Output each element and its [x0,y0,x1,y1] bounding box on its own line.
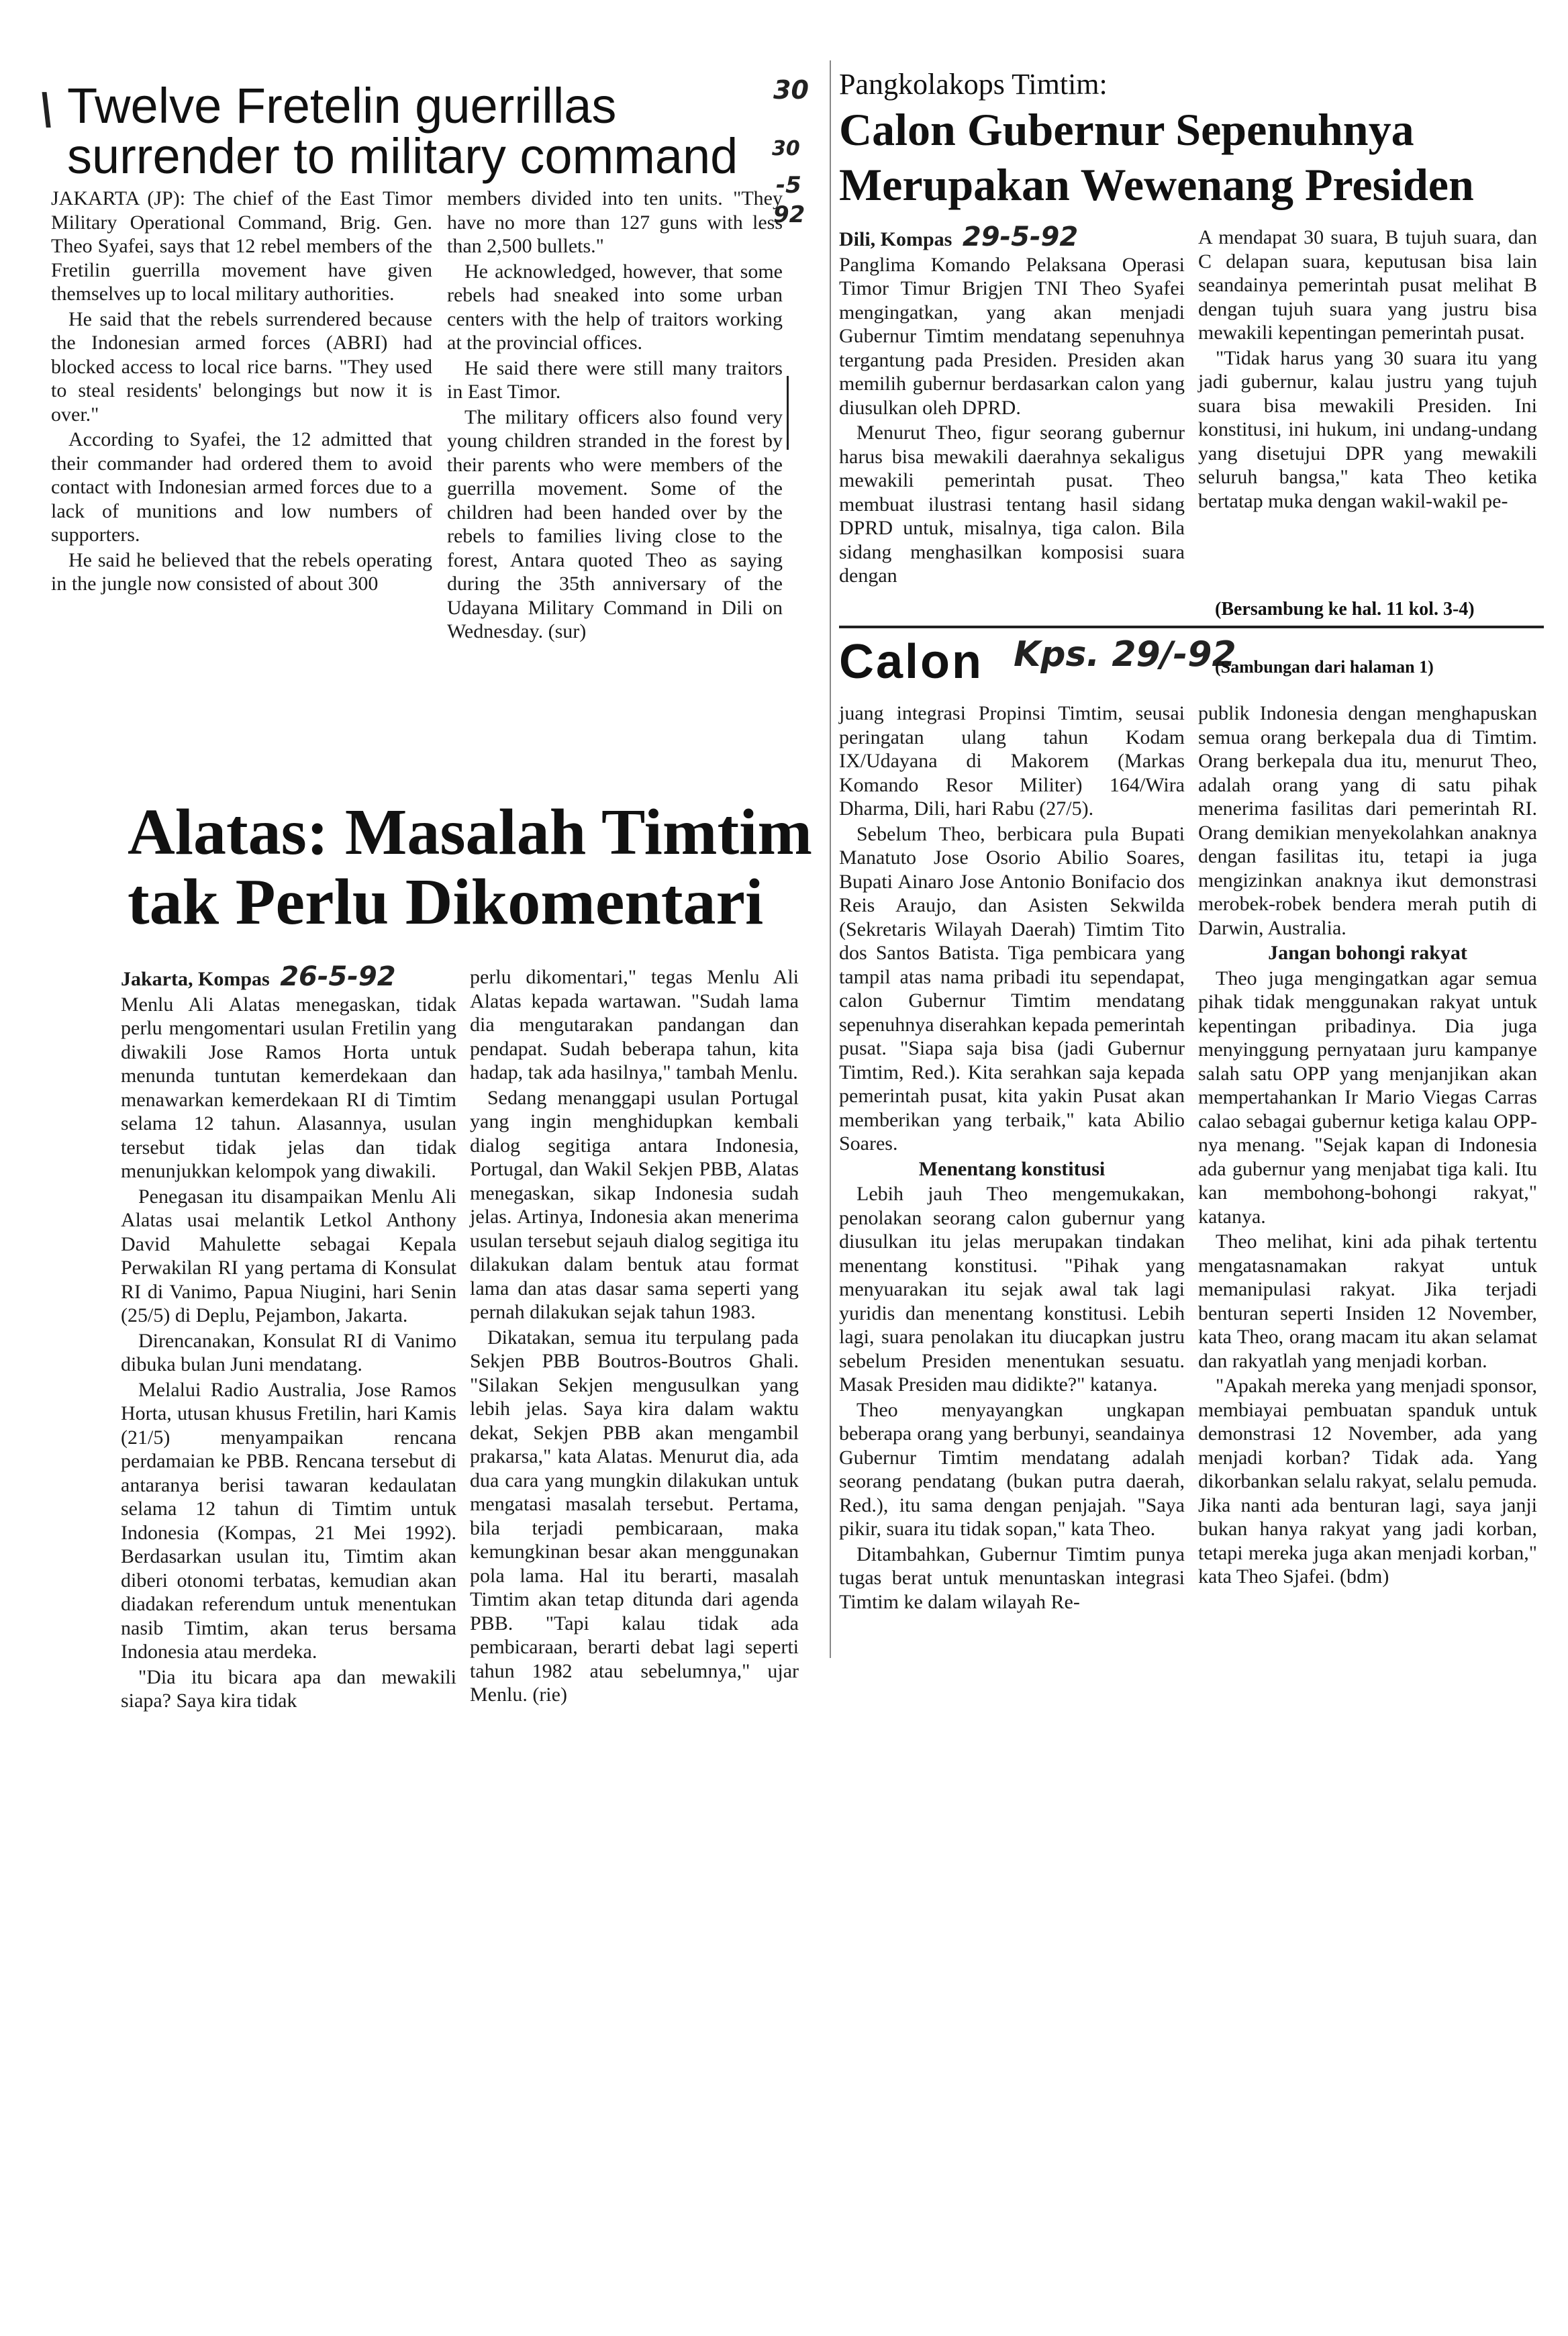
article4-column-1 [839,701,1185,1615]
subhead: Jangan bohongi rakyat [1268,942,1467,964]
paragraph: According to Syafei, the 12 admitted that their commander had ordered them to avoid contact with Indonesian armed forces due to a lack of munitions and low numbers of supporters. [51,428,432,546]
kicker: Pangkolakops Timtim: [839,68,1108,101]
paragraph: He said there were still many traitors in East Timor. [447,356,783,403]
paragraph: "Tidak harus yang 30 suara itu yang jadi gubernur, kalau justru yang tujuh suara bisa mewakili Presiden. Ini konstitusi, ini hukum, ini undang-undang yang disetujui DPR yang mewakili seluruh bangsa," kata Theo ketika bertatap muka dengan wakil-wakil pe- [1198,346,1537,512]
article-twelve-fretelin [27,67,812,792]
paragraph: He said he believed that the rebels operating in the jungle now consisted of about 300 [51,548,432,595]
headline-line-2: tak Perlu Dikomentari [128,866,764,938]
paragraph: "Apakah mereka yang menjadi sponsor, membiayai pembuatan spanduk untuk demonstrasi 12 November, ada yang menjadi korban? Tidak ada. Yang dikorbankan selalu rakyat, selalu pemuda. Jika nanti ada benturan lagi, saya janji bukan hanya rakyat yang jadi korban, tetapi mereka juga akan menjadi korban," kata Theo Sjafei. (bdm) [1198,1375,1537,1588]
headline-line-2: Merupakan Wewenang Presiden [839,159,1474,210]
paragraph: Penegasan itu disampaikan Menlu Ali Alatas usai melantik Letkol Anthony David Mahulette sebagai Kepala Perwakilan RI yang pertama di Konsulat RI di Vanimo, Papua Niugini, hari Senin (25/5) di Deplu, Pejambon, Jakarta. [121,1185,456,1326]
paragraph: Menurut Theo, figur seorang gubernur harus bisa mewakili daerahnya sekaligus mewakili pemerintah pusat. Theo membuat ilustrasi tentang hasil sidang DPRD untuk, misalnya, tiga calon. Bila sidang menghasilkan komposisi suara dengan [839,422,1185,587]
handwritten-date: Kps. 29/-92 [1014,634,1236,675]
paragraph: Theo juga mengingatkan agar semua pihak tidak menggunakan rakyat untuk kepentingan pribadinya. Dia juga menyinggung pernyataan juru kampanye salah satu OPP yang menjanjikan akan mempertahankan Ir Mario Viegas Carras calao sebagai gubernur ketiga kalau OPP-nya menang. "Sejak kapan di Indonesia ada gubernur yang menjabat tiga kali. Itu kan membohong-bohongi rakyat," katanya. [1198,967,1537,1228]
article2-column-1 [121,961,456,1714]
article4-column-2 [1198,701,1537,1590]
article2-column-2 [470,965,799,1708]
headline: Calon [839,635,984,689]
section-rule [839,626,1544,628]
article1-column-2 [447,187,783,645]
paragraph: Sedang menanggapi usulan Portugal yang ingin menghidupkan kembali dialog segitiga antara Indonesia, Portugal, dan Wakil Sekjen PBB, Alatas menegaskan, sikap Indonesia sudah jelas. Artinya, Indonesia akan menerima usulan tersebut sejauh dialog segitiga itu dilakukan dalam bentuk atau format lama dan atas dasar sama seperti yang pernah dilakukan sejak tahun 1983. [470,1086,799,1323]
article-calon-gubernur [839,67,1551,624]
article-alatas [27,796,819,1873]
handwritten-date: 26-5-92 [280,961,396,992]
paragraph: The military officers also found very young children stranded in the forest by their parents who were members of the guerrilla movement. Some of the children had been handed over by the rebels to families living close to the forest, Antara quoted Theo as saying during the 35th anniversary of the Udayana Military Command in Dili on Wednesday. (sur) [447,405,783,642]
paragraph: Theo menyayangkan ungkapan beberapa orang yang berbunyi, seandainya Gubernur Timtim mendatang adalah seorang pendatang (bukan putra daerah, Red.), itu sama dengan penjajah. "Saya pikir, suara itu tidak sopan," kata Theo. [839,1398,1185,1540]
paragraph: Lebih jauh Theo mengemukakan, penolakan seorang calon gubernur yang diusulkan itu jelas merupakan tindakan menentang konstitusi. "Pihak yang menyuarakan itu sejak awal tak lagi yuridis dan menentang konstitusi. Lebih lagi, suara penolakan itu diucapkan justru sebelum Presiden menentukan sesuatu. Masak Presiden mau didikte?" katanya. [839,1183,1185,1396]
article-calon-continued [839,634,1551,1668]
paragraph: Menlu Ali Alatas menegaskan, tidak perlu mengomentari usulan Fretilin yang diwakili Jose Ramos Horta untuk menunda tuntutan kemerdekaan dan menawarkan kemerdekaan RI di Timtim selama 12 tahun. Alasannya, usulan tersebut tidak jelas dan tidak menunjukkan kelompok yang diwakili. [121,993,456,1182]
paragraph: JAKARTA (JP): The chief of the East Timor Military Operational Command, Brig. Gen. Theo Syafei, says that 12 rebel members of the Fretilin guerrilla movement have given themselves up to local military authorities. [51,187,432,305]
paragraph: Sebelum Theo, berbicara pula Bupati Manatuto Jose Osorio Abilio Soares, Bupati Ainaro Jose Antonio Bonifacio dos Reis Araujo, dan Asisten Sekwilda (Sekretaris Wilayah Daerah) Timtim Tito dos Santos Batista. Tiga pembicara yang tampil atas nama pribadi itu sependapat, calon Gubernur Timtim mendatang sepenuhnya diserahkan kepada pemerintah pusat. "Siapa saja bisa (jadi Gubernur Timtim, Red.). Kita serahkan saja kepada pemerintah pusat, kita yakin Pusat akan memberikan yang terbaik," kata Abilio Soares. [839,822,1185,1155]
paragraph: Ditambahkan, Gubernur Timtim punya tugas berat untuk menuntaskan integrasi Timtim ke dalam wilayah Re- [839,1543,1185,1613]
paragraph: Direncanakan, Konsulat RI di Vanimo dibuka bulan Juni mendatang. [121,1329,456,1375]
subhead: Menentang konstitusi [918,1157,1106,1180]
paragraph: publik Indonesia dengan menghapuskan semua orang berkepala dua di Timtim. Orang berkepala dua itu, menurut Theo, adalah orang yang di satu pihak menerima fasilitas dari pemerintah RI. Orang demikian menyekolahkan anaknya dengan fasilitas itu, tetapi ia juga mengizinkan anaknya ikut demonstrasi merobek-robek bendera merah putih di Darwin, Australia. [1198,702,1537,939]
paragraph: He said that the rebels surrendered because the Indonesian armed forces (ABRI) had blocked access to local rice barns. "They used to steal residents' belongings but now it is over." [51,307,432,426]
paragraph: Dikatakan, semua itu terpulang pada Sekjen PBB Boutros-Boutros Ghali. "Silakan Sekjen mengusulkan yang lebih jelas. Saya kira dalam waktu dekat, Sekjen PBB akan mengambil prakarsa," kata Alatas. Menurut dia, ada dua cara yang mungkin dilakukan untuk mengatasi masalah tersebut. Pertama, bila terjadi pembicaraan, maka kemungkinan besar akan menggunakan pola lama. Hal itu berarti, masalah Timtim akan tetap ditunda dari agenda PBB. "Tapi kalau tidak ada pembicaraan, berarti debat lagi seperti tahun 1982 atau sebelumnya," ujar Menlu. (rie) [470,1326,799,1706]
continued-from: (Sambungan dari halaman 1) [1215,657,1434,677]
paragraph: A mendapat 30 suara, B tujuh suara, dan C delapan suara, keputusan bisa lain seandainya pemerintah pusat melihat B dengan tujuh suara yang justru bisa mewakili kepentingan pemerintah pusat. [1198,226,1537,344]
dateline: Dili, Kompas [839,228,952,250]
continued-note: (Bersambung ke hal. 11 kol. 3-4) [1215,599,1475,620]
paragraph: Melalui Radio Australia, Jose Ramos Horta, utusan khusus Fretilin, hari Kamis (21/5) menyampaikan rencana perdamaian ke PBB. Rencana tersebut di antaranya berisi tawaran kedaulatan selama 12 tahun di Timtim untuk Indonesia (Kompas, 21 Mei 1992). Berdasarkan usulan itu, Timtim akan diberi otonomi terbatas, kemudian akan diadakan referendum untuk menentukan nasib Timtim, akan terus bersama Indonesia atau merdeka. [121,1378,456,1663]
handwritten-date: 29-5-92 [962,222,1079,252]
handwritten-note-2: 30 [772,137,800,160]
paragraph: members divided into ten units. "They have no more than 127 guns with less than 2,500 bullets." [447,187,783,257]
headline-line-1: Alatas: Masalah Timtim [128,796,812,869]
paragraph: Panglima Komando Pelaksana Operasi Timor Timur Brigjen TNI Theo Syafei mengingatkan, yang akan menjadi Gubernur Timtim mendatang sepenuhnya tergantung pada Presiden. Presiden akan memilih gubernur berdasarkan calon yang diusulkan oleh DPRD. [839,253,1185,419]
headline: Twelve Fretelin guerrillas surrender to military command [67,78,738,185]
paragraph: Theo melihat, kini ada pihak tertentu mengatasnamakan rakyat untuk memanipulasi rakyat. Jika terjadi benturan seperti Insiden 12 November, kata Theo, orang macam itu akan selamat dan rakyatlah yang menjadi korban. [1198,1230,1537,1372]
paragraph: perlu dikomentari," tegas Menlu Ali Alatas kepada wartawan. "Sudah lama dia mengutarakan pandangan dan pendapat. Sudah beberapa tahun, kita hadap, tak ada hasilnya," tambah Menlu. [470,966,799,1083]
margin-mark [787,376,789,450]
headline-line-1: Calon Gubernur Sepenuhnya [839,104,1414,155]
paragraph: He acknowledged, however, that some rebels had sneaked into some urban centers with the help of traitors working at the provincial offices. [447,260,783,354]
article1-column-1 [51,187,432,597]
dateline: Jakarta, Kompas [121,968,270,990]
handwritten-note-3: -5 [776,172,801,199]
column-divider [830,60,831,1658]
handwritten-note-1: 30 [773,75,809,105]
article3-column-2 [1198,226,1537,514]
paragraph: "Dia itu bicara apa dan mewakili siapa? Saya kira tidak [121,1665,456,1712]
handwritten-mark-x: \ [39,85,55,134]
article3-column-1 [839,222,1185,589]
paragraph: juang integrasi Propinsi Timtim, seusai peringatan ulang tahun Kodam IX/Udayana di Makorem (Markas Komando Resor Militer) 164/Wira Dharma, Dili, hari Rabu (27/5). [839,702,1185,820]
handwritten-note-4: 92 [773,201,805,228]
